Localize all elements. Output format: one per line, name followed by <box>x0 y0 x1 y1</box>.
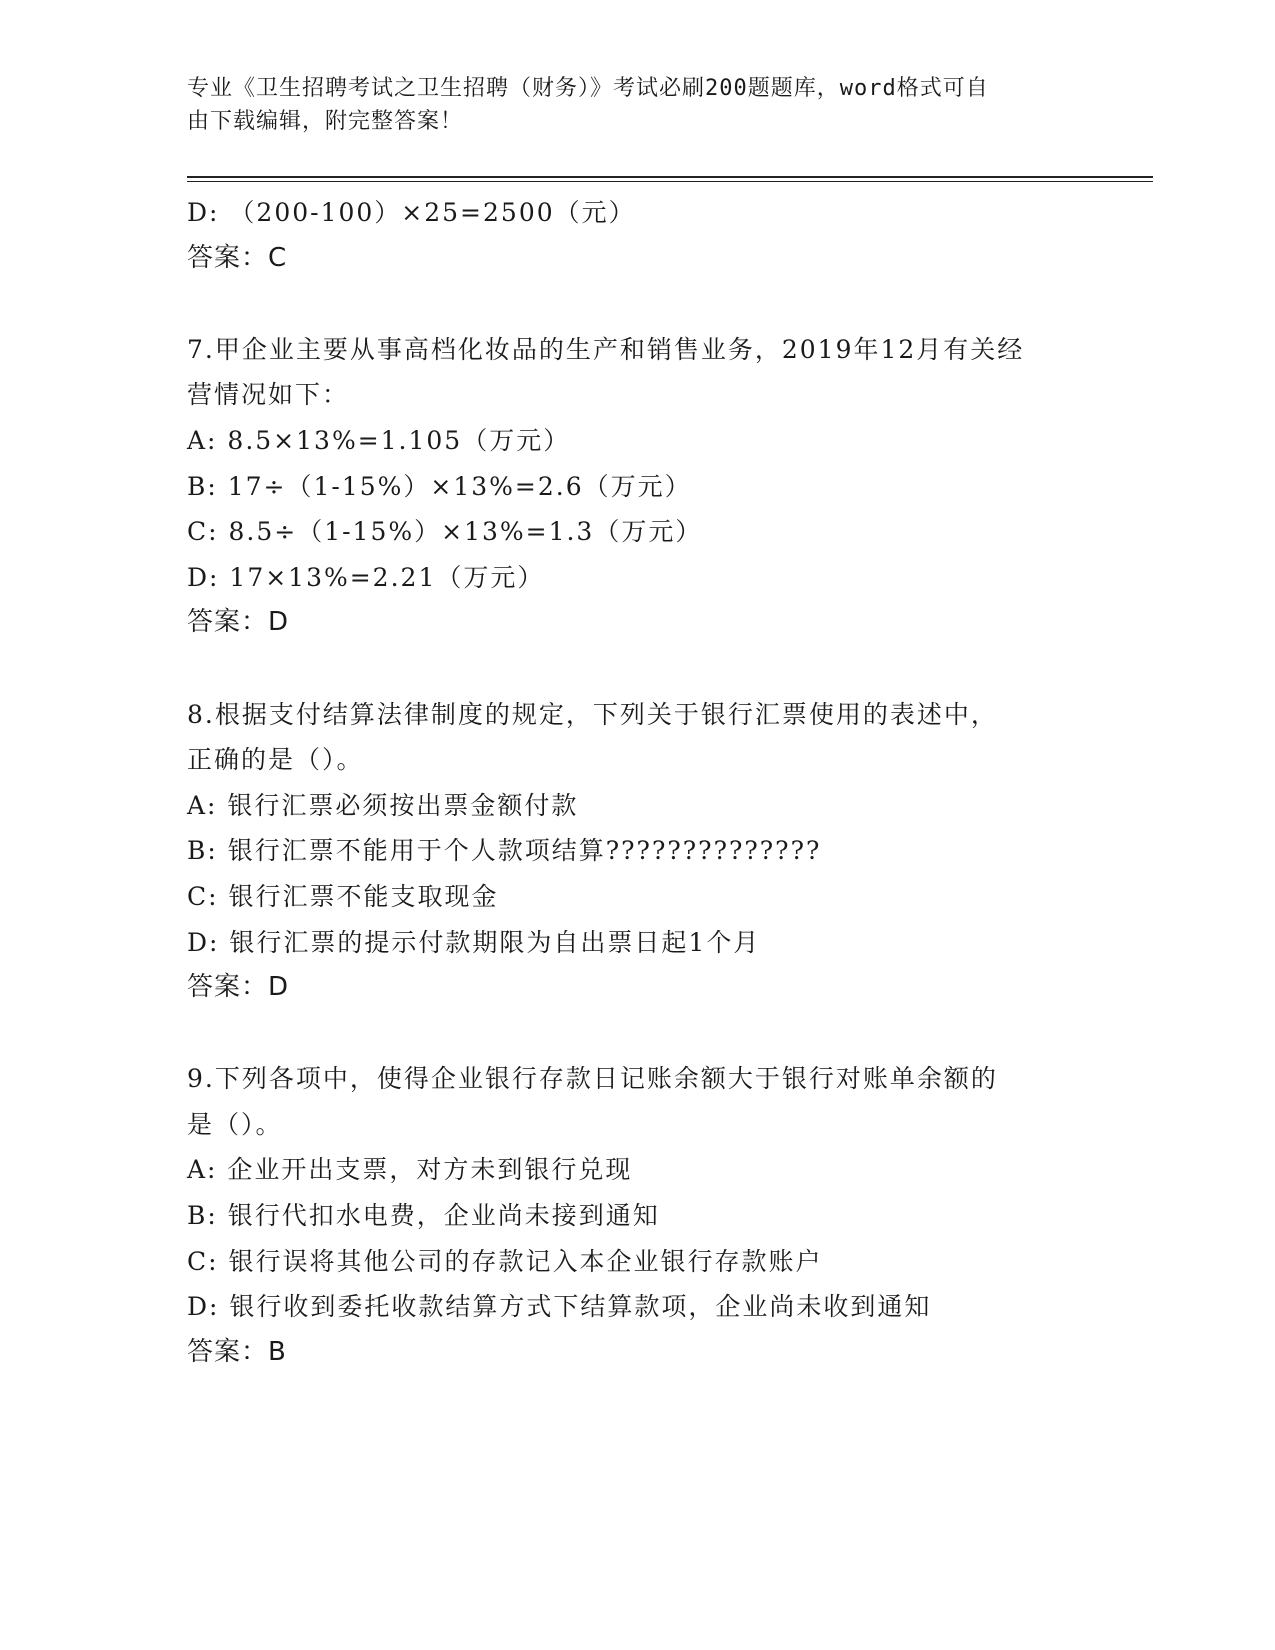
question-stem-line-2: 正确的是（）。 <box>187 745 364 775</box>
question-7 <box>187 327 1107 646</box>
option-c: C: 8.5÷（1-15%）×13%=1.3（万元） <box>187 517 703 547</box>
question-8 <box>187 692 1107 1011</box>
question-gap <box>187 281 1107 327</box>
option-c: C: 银行误将其他公司的存款记入本企业银行存款账户 <box>187 1246 823 1276</box>
document-header <box>187 72 1067 138</box>
question-stem-line-1: 7.甲企业主要从事高档化妆品的生产和销售业务，2019年12月有关经 <box>187 334 1025 364</box>
option-d: D: （200-100）×25=2500（元） <box>187 198 636 227</box>
answer-line: 答案：D <box>187 972 290 1003</box>
answer-line: 答案：B <box>187 1336 287 1367</box>
option-b: B: 银行汇票不能用于个人款项结算?????????????? <box>187 836 822 866</box>
question-stem-line-1: 8.根据支付结算法律制度的规定，下列关于银行汇票使用的表述中， <box>187 699 998 729</box>
option-b: B: 17÷（1-15%）×13%=2.6（万元） <box>187 471 692 501</box>
option-a: A: 8.5×13%=1.105（万元） <box>187 425 571 455</box>
option-b: B: 银行代扣水电费，企业尚未接到通知 <box>187 1201 660 1231</box>
header-divider <box>187 176 1153 182</box>
document-body <box>187 190 1107 1375</box>
question-gap <box>187 646 1107 692</box>
header-line-1: 专业《卫生招聘考试之卫生招聘（财务）》考试必刷200题题库，word格式可自 <box>187 76 989 101</box>
option-d: D: 17×13%=2.21（万元） <box>187 562 545 592</box>
question-stem-line-2: 营情况如下： <box>187 380 350 410</box>
option-a: A: 银行汇票必须按出票金额付款 <box>187 790 579 820</box>
option-c: C: 银行汇票不能支取现金 <box>187 881 499 911</box>
answer-line: 答案：C <box>187 242 288 273</box>
question-9 <box>187 1056 1107 1375</box>
previous-question-tail <box>187 190 1107 281</box>
option-a: A: 企业开出支票，对方未到银行兑现 <box>187 1155 633 1185</box>
option-d: D: 银行收到委托收款结算方式下结算款项，企业尚未收到通知 <box>187 1292 932 1322</box>
question-gap <box>187 1011 1107 1057</box>
answer-line: 答案：D <box>187 607 290 638</box>
question-stem-line-1: 9.下列各项中，使得企业银行存款日记账余额大于银行对账单余额的 <box>187 1064 998 1094</box>
question-stem-line-2: 是（）。 <box>187 1109 283 1139</box>
option-d: D: 银行汇票的提示付款期限为自出票日起1个月 <box>187 927 761 957</box>
header-line-2: 由下载编辑，附完整答案！ <box>187 109 464 134</box>
